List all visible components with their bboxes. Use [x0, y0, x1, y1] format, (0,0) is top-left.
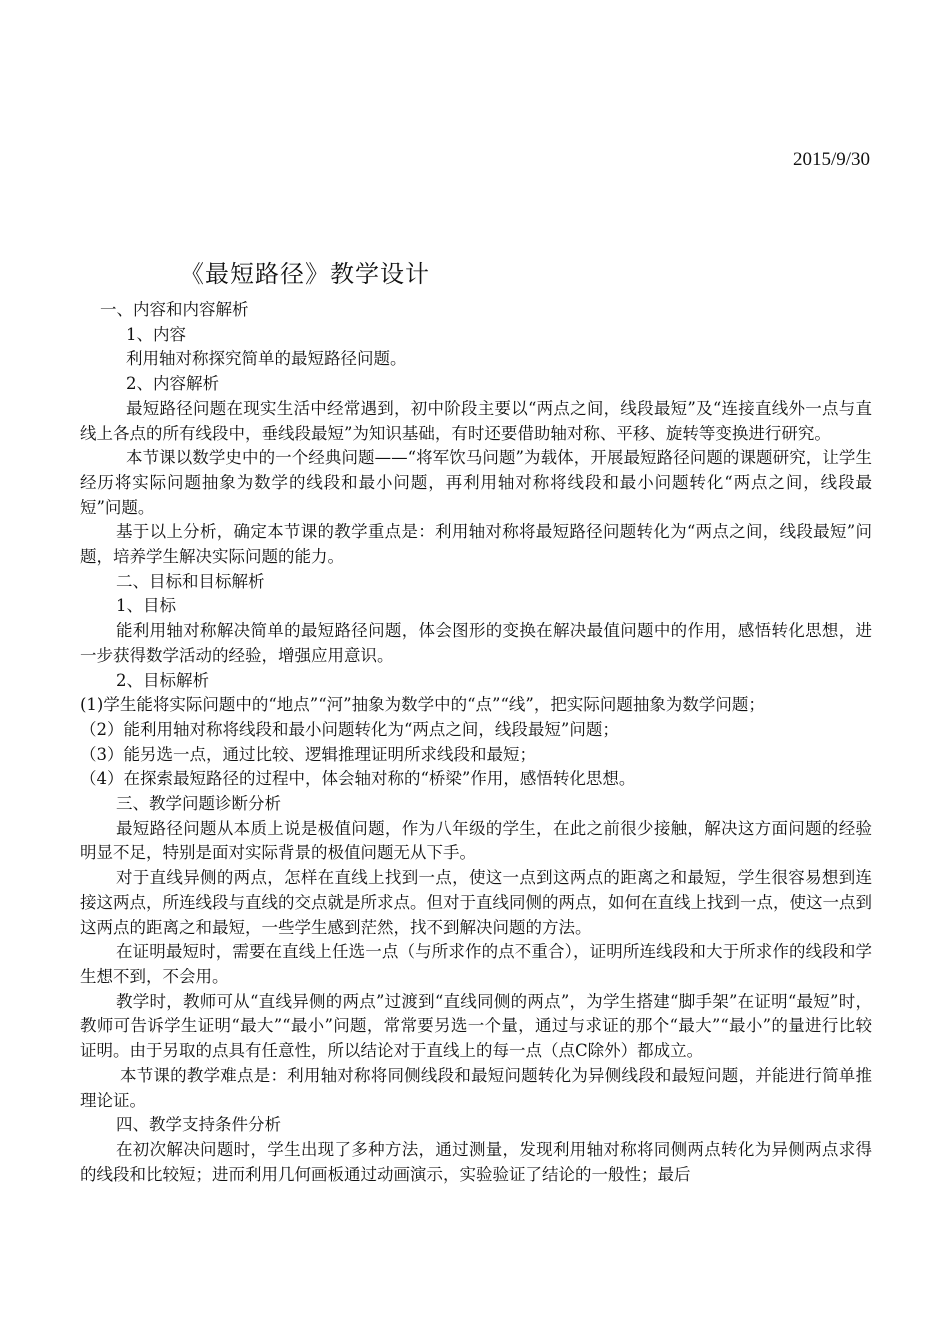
- document-date: 2015/9/30: [792, 149, 870, 170]
- paragraph: 利用轴对称探究简单的最短路径问题。: [126, 349, 407, 369]
- paragraph: 在证明最短时，需要在直线上任选一点（与所求作的点不重合），证明所连线段和大于所求作的线段和学生想不到，不会用。: [80, 942, 872, 986]
- section-heading-4: 四、教学支持条件分析: [116, 1115, 281, 1135]
- list-item: (1)学生能将实际问题中的“地点”“河”抽象为数学中的“点”“线”，把实际问题抽象为数学问题；: [80, 695, 765, 715]
- paragraph: 最短路径问题在现实生活中经常遇到，初中阶段主要以“两点之间，线段最短”及“连接直线外一点与直线上各点的所有线段中，垂线段最短”为知识基础，有时还要借助轴对称、平移、旋转等变换进行研究。: [80, 398, 872, 443]
- list-item: （2）能利用轴对称将线段和最小问题转化为“两点之间，线段最短”问题；: [80, 719, 619, 739]
- paragraph: 对于直线异侧的两点，怎样在直线上找到一点，使这一点到这两点的距离之和最短，学生很容易想到连接这两点，所连线段与直线的交点就是所求点。但对于直线同侧的两点，如何在直线上找到一点，使这一点到这两点的距离之和最短，一些学生感到茫然，找不到解决问题的方法。: [80, 868, 872, 937]
- section-heading-1: 一、内容和内容解析: [100, 300, 249, 319]
- list-item: （4）在探索最短路径的过程中，体会轴对称的“桥梁”作用，感悟转化思想。: [80, 769, 636, 789]
- paragraph: 能利用轴对称解决简单的最短路径问题，体会图形的变换在解决最值问题中的作用，感悟转化思想，进一步获得数学活动的经验，增强应用意识。: [80, 621, 872, 665]
- paragraph: 本节课以数学史中的一个经典问题——“将军饮马问题”为载体，开展最短路径问题的课题研究，让学生经历将实际问题抽象为数学的线段和最小问题，再利用轴对称将线段和最小问题转化“两点之间，线段最短”问题。: [80, 448, 872, 517]
- subheading-goal-analysis: 2、目标解析: [116, 670, 209, 690]
- paragraph: 教学时，教师可从“直线异侧的两点”过渡到“直线同侧的两点”，为学生搭建“脚手架”在证明“最短”时，教师可告诉学生证明“最大”“最小”问题，常常要另选一个量，通过与求证的那个“最大”“最小”的量进行比较证明。由于另取的点具有任意性，所以结论对于直线上的每一点（点C除外）都成立。: [80, 991, 872, 1061]
- list-item: （3）能另选一点，通过比较、逻辑推理证明所求线段和最短；: [80, 744, 536, 764]
- subheading-content-analysis: 2、内容解析: [126, 374, 219, 394]
- paragraph: 在初次解决问题时，学生出现了多种方法，通过测量，发现利用轴对称将同侧两点转化为异侧两点求得的线段和比较短；进而利用几何画板通过动画演示，实验验证了结论的一般性；最后: [80, 1139, 872, 1184]
- paragraph: 最短路径问题从本质上说是极值问题，作为八年级的学生，在此之前很少接触，解决这方面问题的经验明显不足，特别是面对实际背景的极值问题无从下手。: [80, 818, 872, 863]
- document-title: 《最短路径》教学设计: [180, 260, 430, 288]
- paragraph: 基于以上分析，确定本节课的教学重点是：利用轴对称将最短路径问题转化为“两点之间，线段最短”问题，培养学生解决实际问题的能力。: [80, 522, 872, 567]
- subheading-content: 1、内容: [126, 324, 186, 344]
- paragraph: 本节课的教学难点是：利用轴对称将同侧线段和最短问题转化为异侧线段和最短问题，并能进行简单推理论证。: [80, 1065, 872, 1110]
- section-heading-2: 二、目标和目标解析: [116, 571, 265, 591]
- subheading-goal: 1、目标: [116, 596, 176, 616]
- document-body: [80, 298, 872, 1187]
- section-heading-3: 三、教学问题诊断分析: [116, 794, 281, 814]
